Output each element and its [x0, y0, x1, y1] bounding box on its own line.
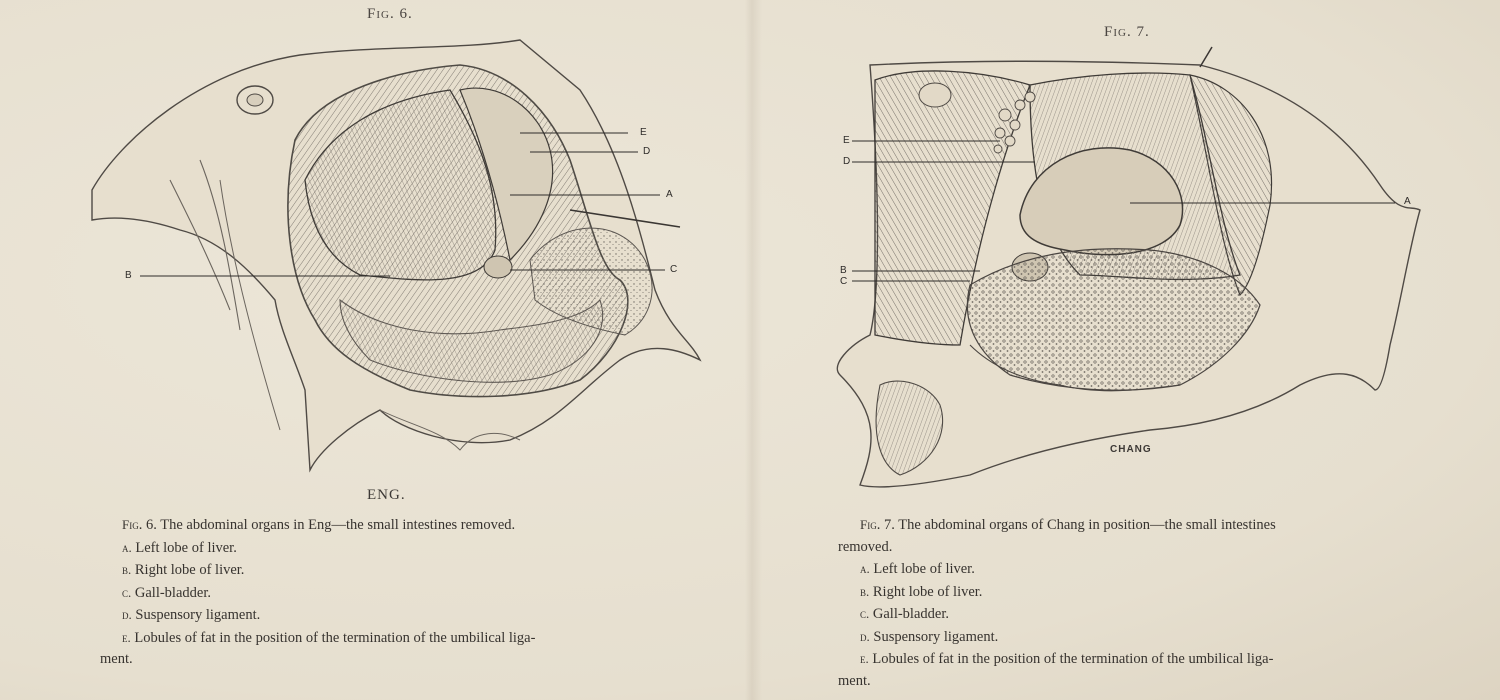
fig7-item-e-key: e.: [860, 651, 869, 666]
fig7-item-b-key: b.: [860, 583, 870, 599]
fig7-callout-c: C: [840, 276, 848, 287]
fig7-caption-item-a: [838, 558, 1438, 581]
fig7-item-d-text: Suspensory ligament.: [873, 628, 999, 645]
fig6-header: [367, 6, 413, 23]
fig6-item-c-key: c.: [122, 584, 132, 600]
fig7-caption-item-c: [838, 603, 1438, 626]
fig6-item-a-key: a.: [122, 539, 132, 555]
fig7-callout-a: A: [1404, 196, 1411, 207]
fig6-caption-continuation: ment.: [100, 651, 133, 667]
fig7-header-prefix: Fig: [1104, 24, 1127, 40]
fig6-caption-title-rest: . 6. The abdominal organs in Eng—the small intestines removed.: [138, 517, 516, 533]
fig6-caption: [100, 514, 700, 671]
fig6-caption-item-e: [100, 627, 700, 650]
fig6-header-number: . 6.: [389, 6, 413, 22]
fig7-caption-item-d: [838, 626, 1438, 649]
fig6-caption-item-b: [100, 559, 700, 582]
fig6-callout-e: E: [640, 127, 647, 138]
fig7-engraving: [820, 45, 1440, 495]
fig7-callout-b: B: [840, 265, 847, 276]
fig6-engraving: [80, 30, 720, 480]
fig7-engraving-svg: [820, 45, 1440, 495]
fig7-callout-d: D: [843, 156, 851, 167]
fig7-caption: [838, 514, 1438, 692]
fig6-caption-title-prefix: Fig: [122, 517, 139, 532]
fig6-item-d-key: d.: [122, 607, 132, 622]
fig7-caption-item-b: [838, 581, 1438, 604]
fig6-item-e-key: e.: [122, 629, 131, 645]
fig6-caption-item-a: [100, 537, 700, 560]
fig7-item-c-text: Gall-bladder.: [872, 606, 949, 622]
fig7-caption-title-continuation: removed.: [838, 538, 893, 555]
fig6-item-b-text: Right lobe of liver.: [134, 562, 245, 578]
fig6-item-b-key: b.: [122, 562, 132, 577]
fig7-header-number: . 7.: [1126, 24, 1150, 40]
fig7-item-e-text: Lobules of fat in the position of the termination of the umbilical liga-: [872, 651, 1274, 667]
fig6-item-e-text: Lobules of fat in the position of the termination of the umbilical liga-: [134, 629, 536, 646]
fig7-header: [1104, 24, 1150, 41]
fig7-caption-item-e: [838, 648, 1438, 671]
fig6-callout-a: A: [666, 189, 673, 200]
fig6-header-prefix: Fig: [367, 6, 390, 22]
fig6-subject-name: ENG.: [367, 487, 406, 503]
fig7-caption-title-rest: . 7. The abdominal organs of Chang in position—the small intestines: [876, 517, 1276, 533]
fig6-callout-c: C: [670, 264, 678, 275]
fig7-caption-title-prefix: Fig: [860, 517, 877, 532]
fig6-caption-item-c: [100, 582, 700, 605]
fig6-item-c-text: Gall-bladder.: [134, 584, 211, 601]
fig7-item-a-key: a.: [860, 561, 870, 576]
fig7-caption-continuation: ment.: [838, 672, 871, 689]
fig7-probe: [1200, 47, 1212, 67]
fig6-gall-bladder: [484, 256, 512, 278]
fig6-item-a-text: Left lobe of liver.: [135, 539, 237, 556]
fig7-caption-title: [838, 514, 1438, 537]
fig7-item-a-text: Left lobe of liver.: [873, 561, 975, 577]
fig7-item-d-key: d.: [860, 628, 870, 644]
fig7-subject-name: CHANG: [1110, 444, 1152, 455]
fig6-engraving-svg: [80, 30, 720, 480]
fig7-item-c-key: c.: [860, 606, 870, 621]
fig6-caption-item-d: [100, 604, 700, 627]
fig7-callout-e: E: [843, 135, 850, 146]
fig6-caption-title: [100, 514, 700, 537]
fig6-item-d-text: Suspensory ligament.: [135, 607, 261, 623]
fig6-callout-d: D: [643, 146, 651, 157]
fig6-callout-b: B: [125, 270, 132, 281]
fig7-item-b-text: Right lobe of liver.: [872, 583, 983, 600]
